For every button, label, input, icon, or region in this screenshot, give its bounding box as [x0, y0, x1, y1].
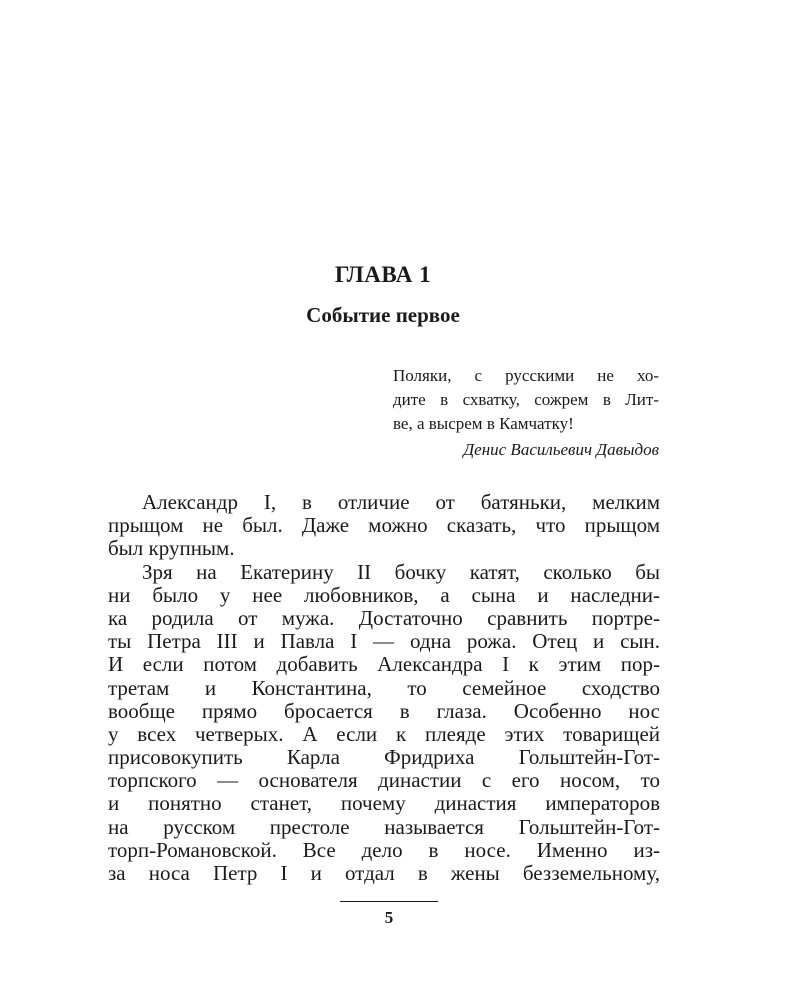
page-number: 5	[384, 908, 394, 927]
text-line: Зря на Екатерину II бочку катят, сколько бы	[142, 559, 660, 584]
text-line: прыщом не был. Даже можно сказать, что прыщом	[108, 513, 660, 538]
text-line: торп-Романовской. Все дело в носе. Именно из-	[108, 837, 660, 862]
text-line: И если потом добавить Александра I к этим пор-	[108, 652, 660, 677]
epigraph-author: Денис Васильевич Давыдов	[463, 440, 659, 459]
epigraph-line: ве, а высрем в Камчатку!	[393, 414, 574, 433]
text-line: торпского — основателя династии с его носом, то	[108, 768, 660, 793]
footer-rule	[340, 901, 438, 902]
epigraph-line: Поляки, с русскими не хо-	[393, 366, 659, 385]
text-line: у всех четверых. А если к плеяде этих товарищей	[108, 721, 660, 746]
epigraph-line: дите в схватку, сожрем в Лит-	[393, 390, 659, 409]
body-text	[108, 491, 660, 885]
text-line: вообще прямо бросается в глаза. Особенно нос	[108, 698, 660, 723]
chapter-title: ГЛАВА 1	[334, 262, 432, 287]
text-line: третам и Константина, то семейное сходство	[108, 675, 660, 700]
text-line: Александр I, в отличие от батяньки, мелким	[142, 490, 660, 514]
text-line: на русском престоле называется Гольштейн-Гот-	[108, 814, 660, 839]
text-line: присовокупить Карла Фридриха Гольштейн-Гот-	[108, 745, 660, 770]
text-line: за носа Петр I и отдал в жены безземельному,	[108, 861, 660, 885]
text-line: ни было у нее любовников, а сына и наследни-	[108, 582, 660, 607]
epigraph	[393, 364, 659, 462]
text-line: и понятно станет, почему династия императоров	[108, 791, 660, 816]
text-line: был крупным.	[108, 536, 235, 561]
text-line: ка родила от мужа. Достаточно сравнить портре-	[108, 605, 660, 630]
chapter-subtitle: Событие первое	[306, 303, 460, 327]
text-line: ты Петра III и Павла I — одна рожа. Отец и сын.	[108, 629, 660, 654]
